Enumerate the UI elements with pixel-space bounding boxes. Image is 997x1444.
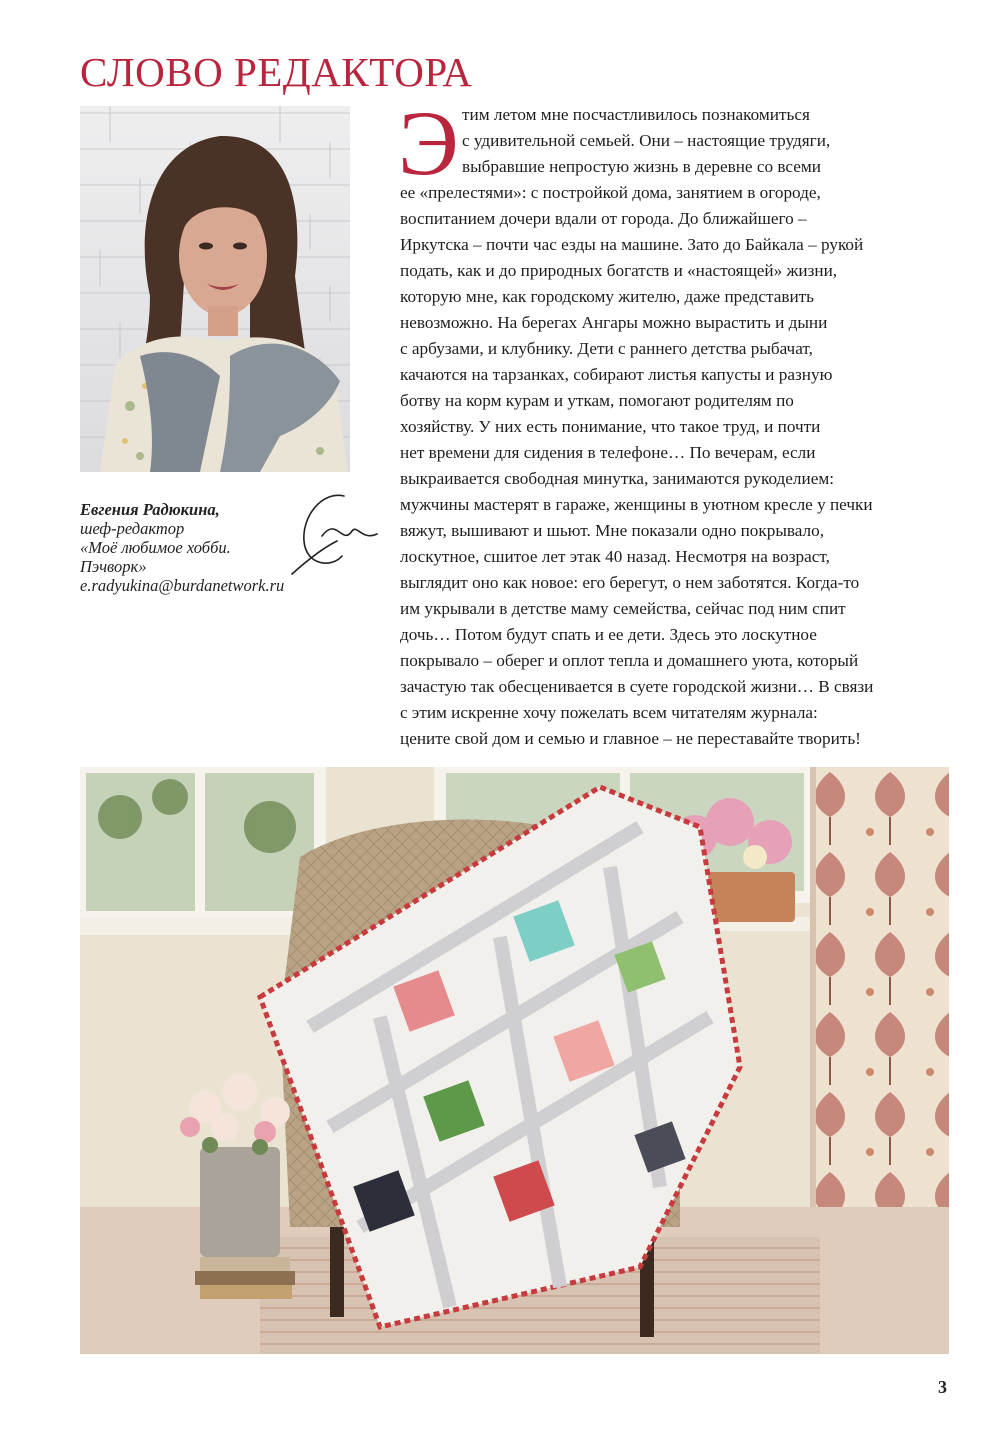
photo-illustration [80,767,949,1354]
body-text-line: с этим искренне хочу пожелать всем читателям журнала: [400,703,818,722]
editor-role: шеф-редактор [80,519,185,538]
body-text-line: невозможно. На берегах Ангары можно вырастить и дыни [400,313,828,332]
body-text-line: вяжут, вышивают и шьют. Мне показали одно покрывало, [400,521,825,540]
body-text-line: с удивительной семьей. Они – настоящие трудяги, [462,131,831,150]
body-text-line: ботву на корм курам и уткам, помогают родителям по [400,391,794,410]
body-text-line: подать, как и до природных богатств и «настоящей» жизни, [400,261,838,280]
body-text-line: ее «прелестями»: с постройкой дома, занятием в огороде, [400,183,821,202]
editor-name: Евгения Радюкина, [80,500,220,519]
body-text-line: дочь… Потом будут спать и ее дети. Здесь это лоскутное [400,625,817,644]
body-text-line: зачастую так обесценивается в суете городской жизни… В связи [400,677,874,696]
body-text-line: нет времени для сидения в телефоне… По вечерам, если [400,443,816,462]
body-text-line: выбравшие непростую жизнь в деревне со всеми [462,157,821,176]
body-text-line: качаются на тарзанках, собирают листья капусты и разную [400,365,833,384]
body-text-line: лоскутное, сшитое лет этак 40 назад. Несмотря на возраст, [400,547,830,566]
body-text-line: цените свой дом и семью и главное – не переставайте творить! [400,729,861,748]
magazine-name-line1: «Моё любимое хобби. [80,538,231,557]
editorial-body [400,102,960,752]
body-text-line: с арбузами, и клубнику. Дети с раннего детства рыбачат, [400,339,813,358]
body-text-line: тим летом мне посчастливилось познакомиться [462,105,810,124]
body-text-line: которую мне, как городскому жителю, даже представить [400,287,815,306]
body-text-line: хозяйству. У них есть понимание, что такое труд, и почти [400,417,821,436]
dropcap-letter: Э [398,92,459,194]
quilt-on-armchair-photo [80,767,949,1354]
magazine-name-line2: Пэчворк» [80,557,147,576]
handwritten-signature [282,486,382,578]
page-number: 3 [938,1377,947,1397]
body-text-line: выглядит оно как новое: его берегут, о нем заботятся. Когда-то [400,573,860,592]
page-title: СЛОВО РЕДАКТОРА [80,49,473,95]
editor-portrait-photo [80,106,350,472]
body-text-line: покрывало – оберег и оплот тепла и домашнего уюта, который [400,651,859,670]
body-text-line: Иркутска – почти час езды на машине. Зато до Байкала – рукой [400,235,864,254]
body-text-line: воспитанием дочери вдали от города. До ближайшего – [400,209,807,228]
portrait-illustration [80,106,350,472]
body-text-line: им укрывали в детстве маму семейства, сейчас под ним спит [400,599,846,618]
body-text-line: выкраивается свободная минутка, занимаются рукоделием: [400,469,834,488]
body-text-line: мужчины мастерят в гараже, женщины в уютном кресле у печки [400,495,873,514]
editor-email[interactable]: e.radyukina@burdanetwork.ru [80,576,285,595]
